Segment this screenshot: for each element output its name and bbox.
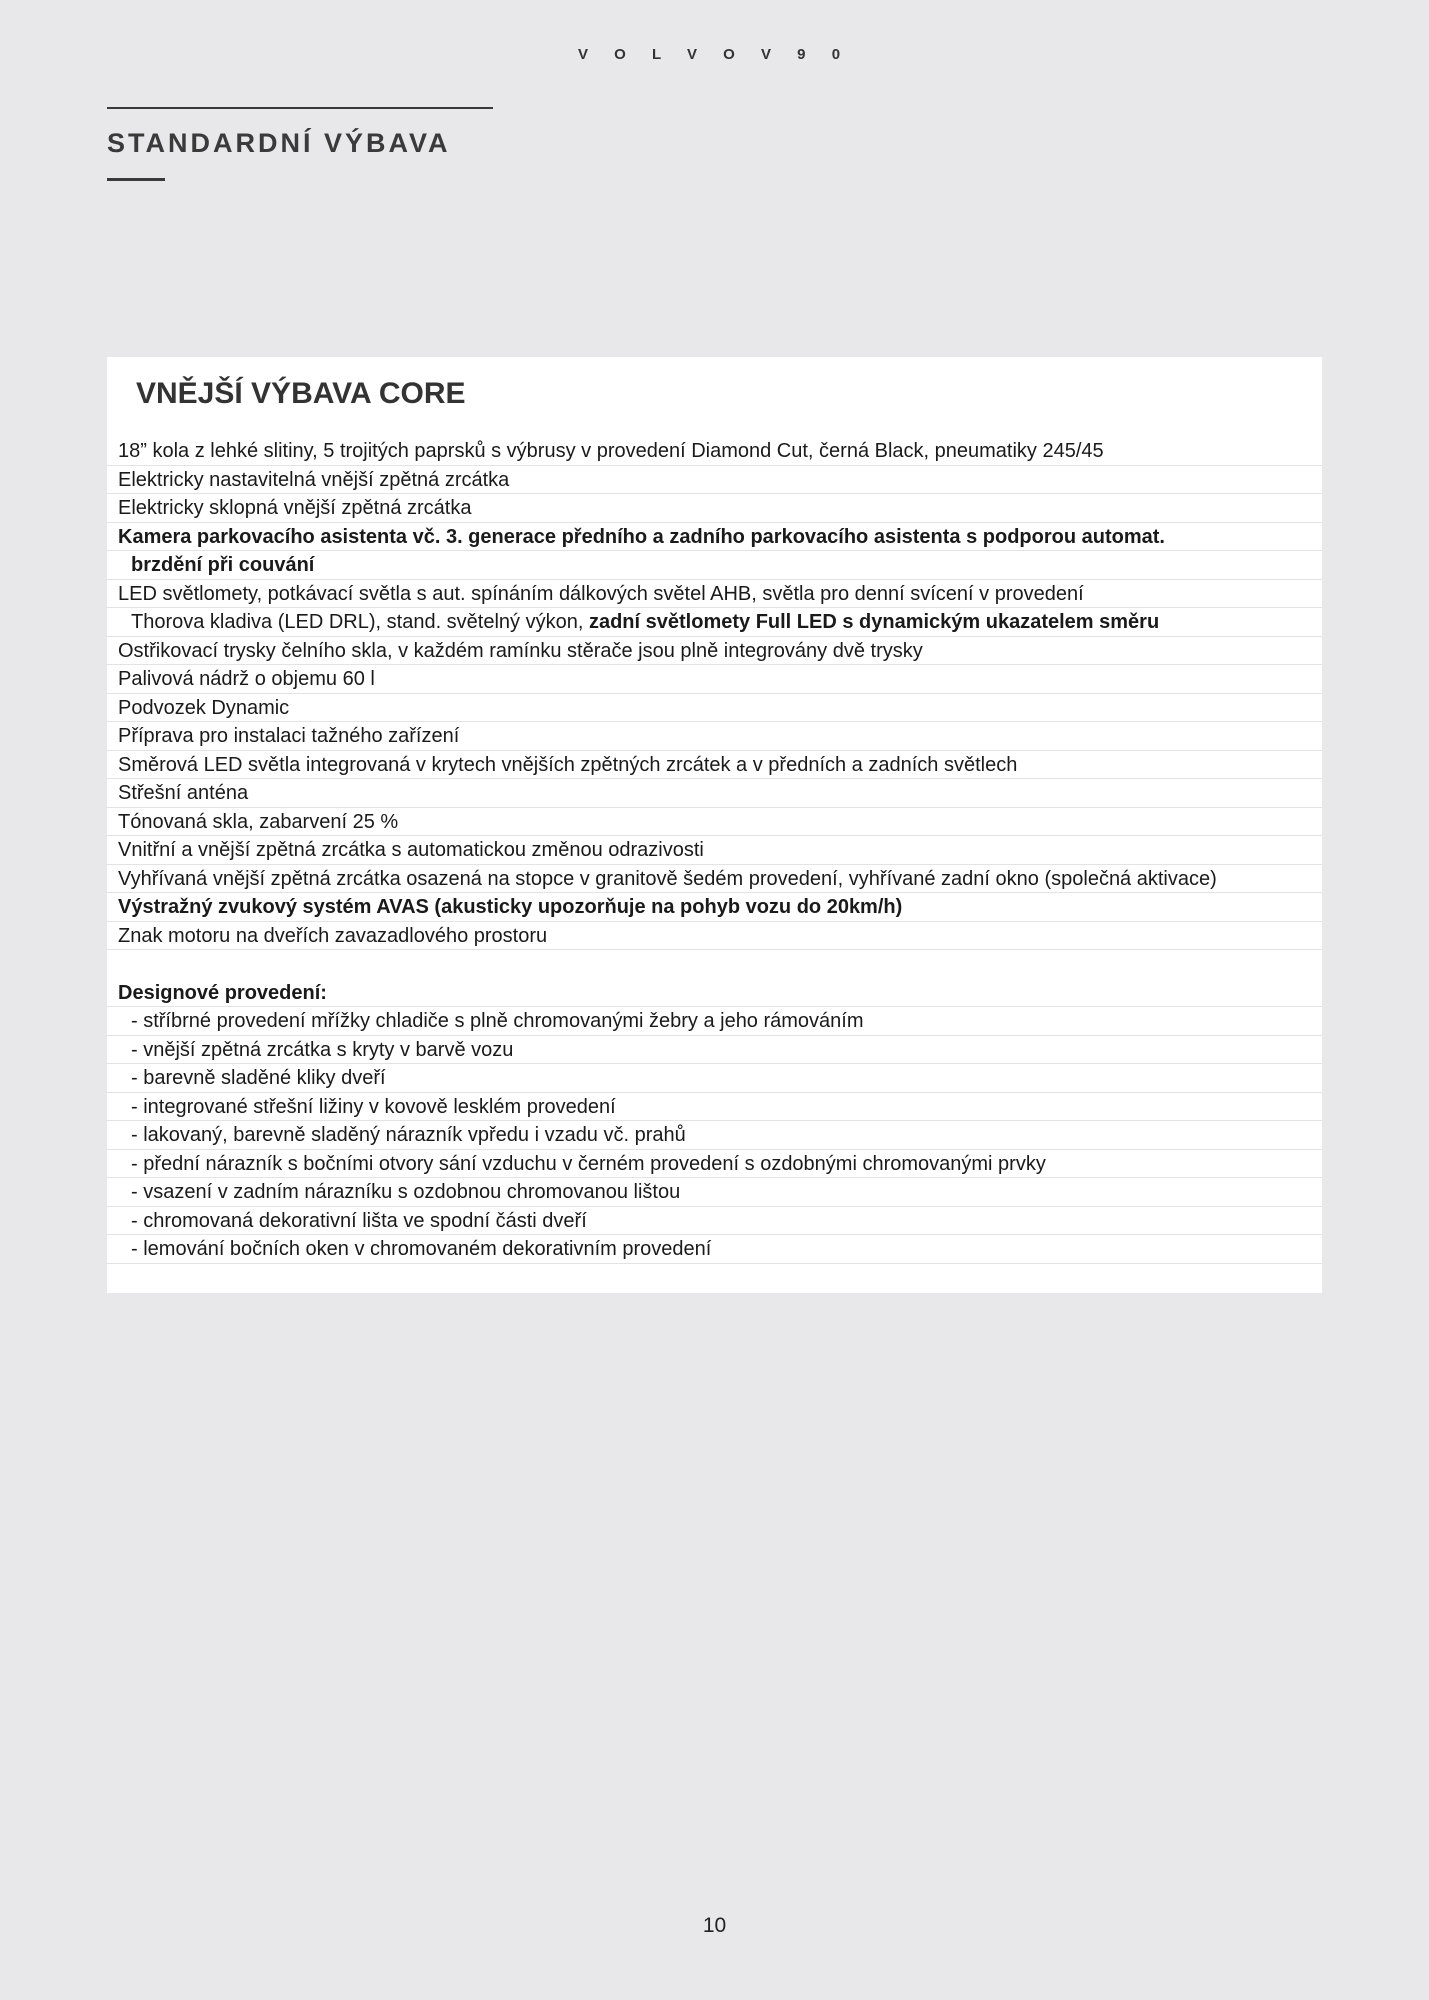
list-item-text: 18” kola z lehké slitiny, 5 trojitých paprsků s výbrusy v provedení Diamond Cut, černá Black, pneumatiky 245/45: [118, 440, 1104, 462]
list-item-text: LED světlomety, potkávací světla s aut. spínáním dálkových světel AHB, světla pro denní svícení v provedení: [118, 582, 1084, 605]
list-item: [107, 523, 1322, 552]
list-item-text: Ostřikovací trysky čelního skla, v každém ramínku stěrače jsou plně integrovány dvě trysky: [118, 639, 923, 662]
list-item-text: - chromovaná dekorativní lišta ve spodní části dveří: [131, 1209, 587, 1232]
list-item-text: - lakovaný, barevně sladěný nárazník vpředu i vzadu vč. prahů: [131, 1124, 686, 1146]
panel-title: VNĚJŠÍ VÝBAVA CORE: [136, 377, 466, 410]
list-item: [107, 637, 1322, 666]
list-item: [107, 922, 1322, 951]
list-item: [107, 1178, 1322, 1207]
spacer-row: [107, 950, 1322, 979]
list-item-text: Znak motoru na dveřích zavazadlového prostoru: [118, 924, 548, 947]
list-item: [107, 551, 1322, 580]
list-item-text: Vnitřní a vnější zpětná zrcátka s automatickou změnou odrazivosti: [118, 839, 704, 861]
list-item-text: Střešní anténa: [118, 782, 249, 804]
list-item: [107, 1036, 1322, 1065]
list-item-text: Thorova kladiva (LED DRL), stand. světelný výkon,: [131, 611, 589, 633]
list-item-text: Příprava pro instalaci tažného zařízení: [118, 725, 460, 747]
list-item: [107, 1007, 1322, 1036]
list-item: [107, 722, 1322, 751]
list-item: [107, 437, 1322, 466]
top-divider: [107, 107, 493, 109]
list-item-text: - stříbrné provedení mřížky chladiče s plně chromovanými žebry a jeho rámováním: [131, 1010, 864, 1032]
list-item-text: - přední nárazník s bočními otvory sání vzduchu v černém provedení s ozdobnými chromovanými prvky: [131, 1152, 1046, 1175]
page-number: 10: [702, 1914, 727, 1937]
list-item: [107, 608, 1322, 637]
list-item: [107, 1235, 1322, 1264]
list-item-bold-text: Kamera parkovacího asistenta vč. 3. generace předního a zadního parkovacího asistenta s podporou automat.: [118, 525, 1165, 548]
list-item-text: Vyhřívaná vnější zpětná zrcátka osazená na stopce v granitově šedém provedení, vyhřívané zadní okno (společná aktivace): [118, 867, 1217, 890]
list-item: [107, 665, 1322, 694]
list-item: [107, 836, 1322, 865]
brand-header: V O L V O V 9 0: [577, 46, 852, 63]
list-item: [107, 1207, 1322, 1236]
list-item: [107, 865, 1322, 894]
list-item: [107, 979, 1322, 1008]
list-item-bold-text: brzdění při couvání: [131, 554, 315, 576]
equipment-list: [107, 437, 1322, 1264]
list-item-bold-text: zadní světlomety Full LED s dynamickým ukazatelem směru: [588, 611, 1160, 633]
equipment-panel: [107, 357, 1322, 1293]
list-item: [107, 893, 1322, 922]
list-item-text: Elektricky sklopná vnější zpětná zrcátka: [118, 497, 472, 519]
title-underline: [107, 178, 165, 181]
list-item: [107, 1064, 1322, 1093]
list-item-bold-text: Designové provedení:: [118, 981, 327, 1004]
list-item: [107, 808, 1322, 837]
list-item-bold-text: Výstražný zvukový systém AVAS (akusticky upozorňuje na pohyb vozu do 20km/h): [118, 896, 903, 918]
list-item-text: Směrová LED světla integrovaná v krytech vnějších zpětných zrcátek a v předních a zadních světlech: [118, 753, 1018, 776]
list-item: [107, 1150, 1322, 1179]
list-item: [107, 494, 1322, 523]
list-item: [107, 751, 1322, 780]
list-item-text: - lemování bočních oken v chromovaném dekorativním provedení: [131, 1238, 712, 1260]
list-item-text: Elektricky nastavitelná vnější zpětná zrcátka: [118, 468, 510, 491]
list-item: [107, 1093, 1322, 1122]
list-item-text: Tónovaná skla, zabarvení 25 %: [118, 810, 399, 833]
list-item-text: - barevně sladěné kliky dveří: [131, 1067, 386, 1089]
list-item: [107, 694, 1322, 723]
list-item: [107, 466, 1322, 495]
list-item: [107, 580, 1322, 609]
list-item-text: - integrované střešní ližiny v kovově lesklém provedení: [131, 1095, 616, 1118]
list-item: [107, 1121, 1322, 1150]
list-item-text: Podvozek Dynamic: [118, 696, 290, 719]
section-title: STANDARDNÍ VÝBAVA: [107, 128, 451, 158]
list-item: [107, 779, 1322, 808]
list-item-text: - vsazení v zadním nárazníku s ozdobnou chromovanou lištou: [131, 1181, 681, 1203]
list-item-text: Palivová nádrž o objemu 60 l: [118, 668, 375, 690]
list-item-text: - vnější zpětná zrcátka s kryty v barvě vozu: [131, 1038, 514, 1061]
